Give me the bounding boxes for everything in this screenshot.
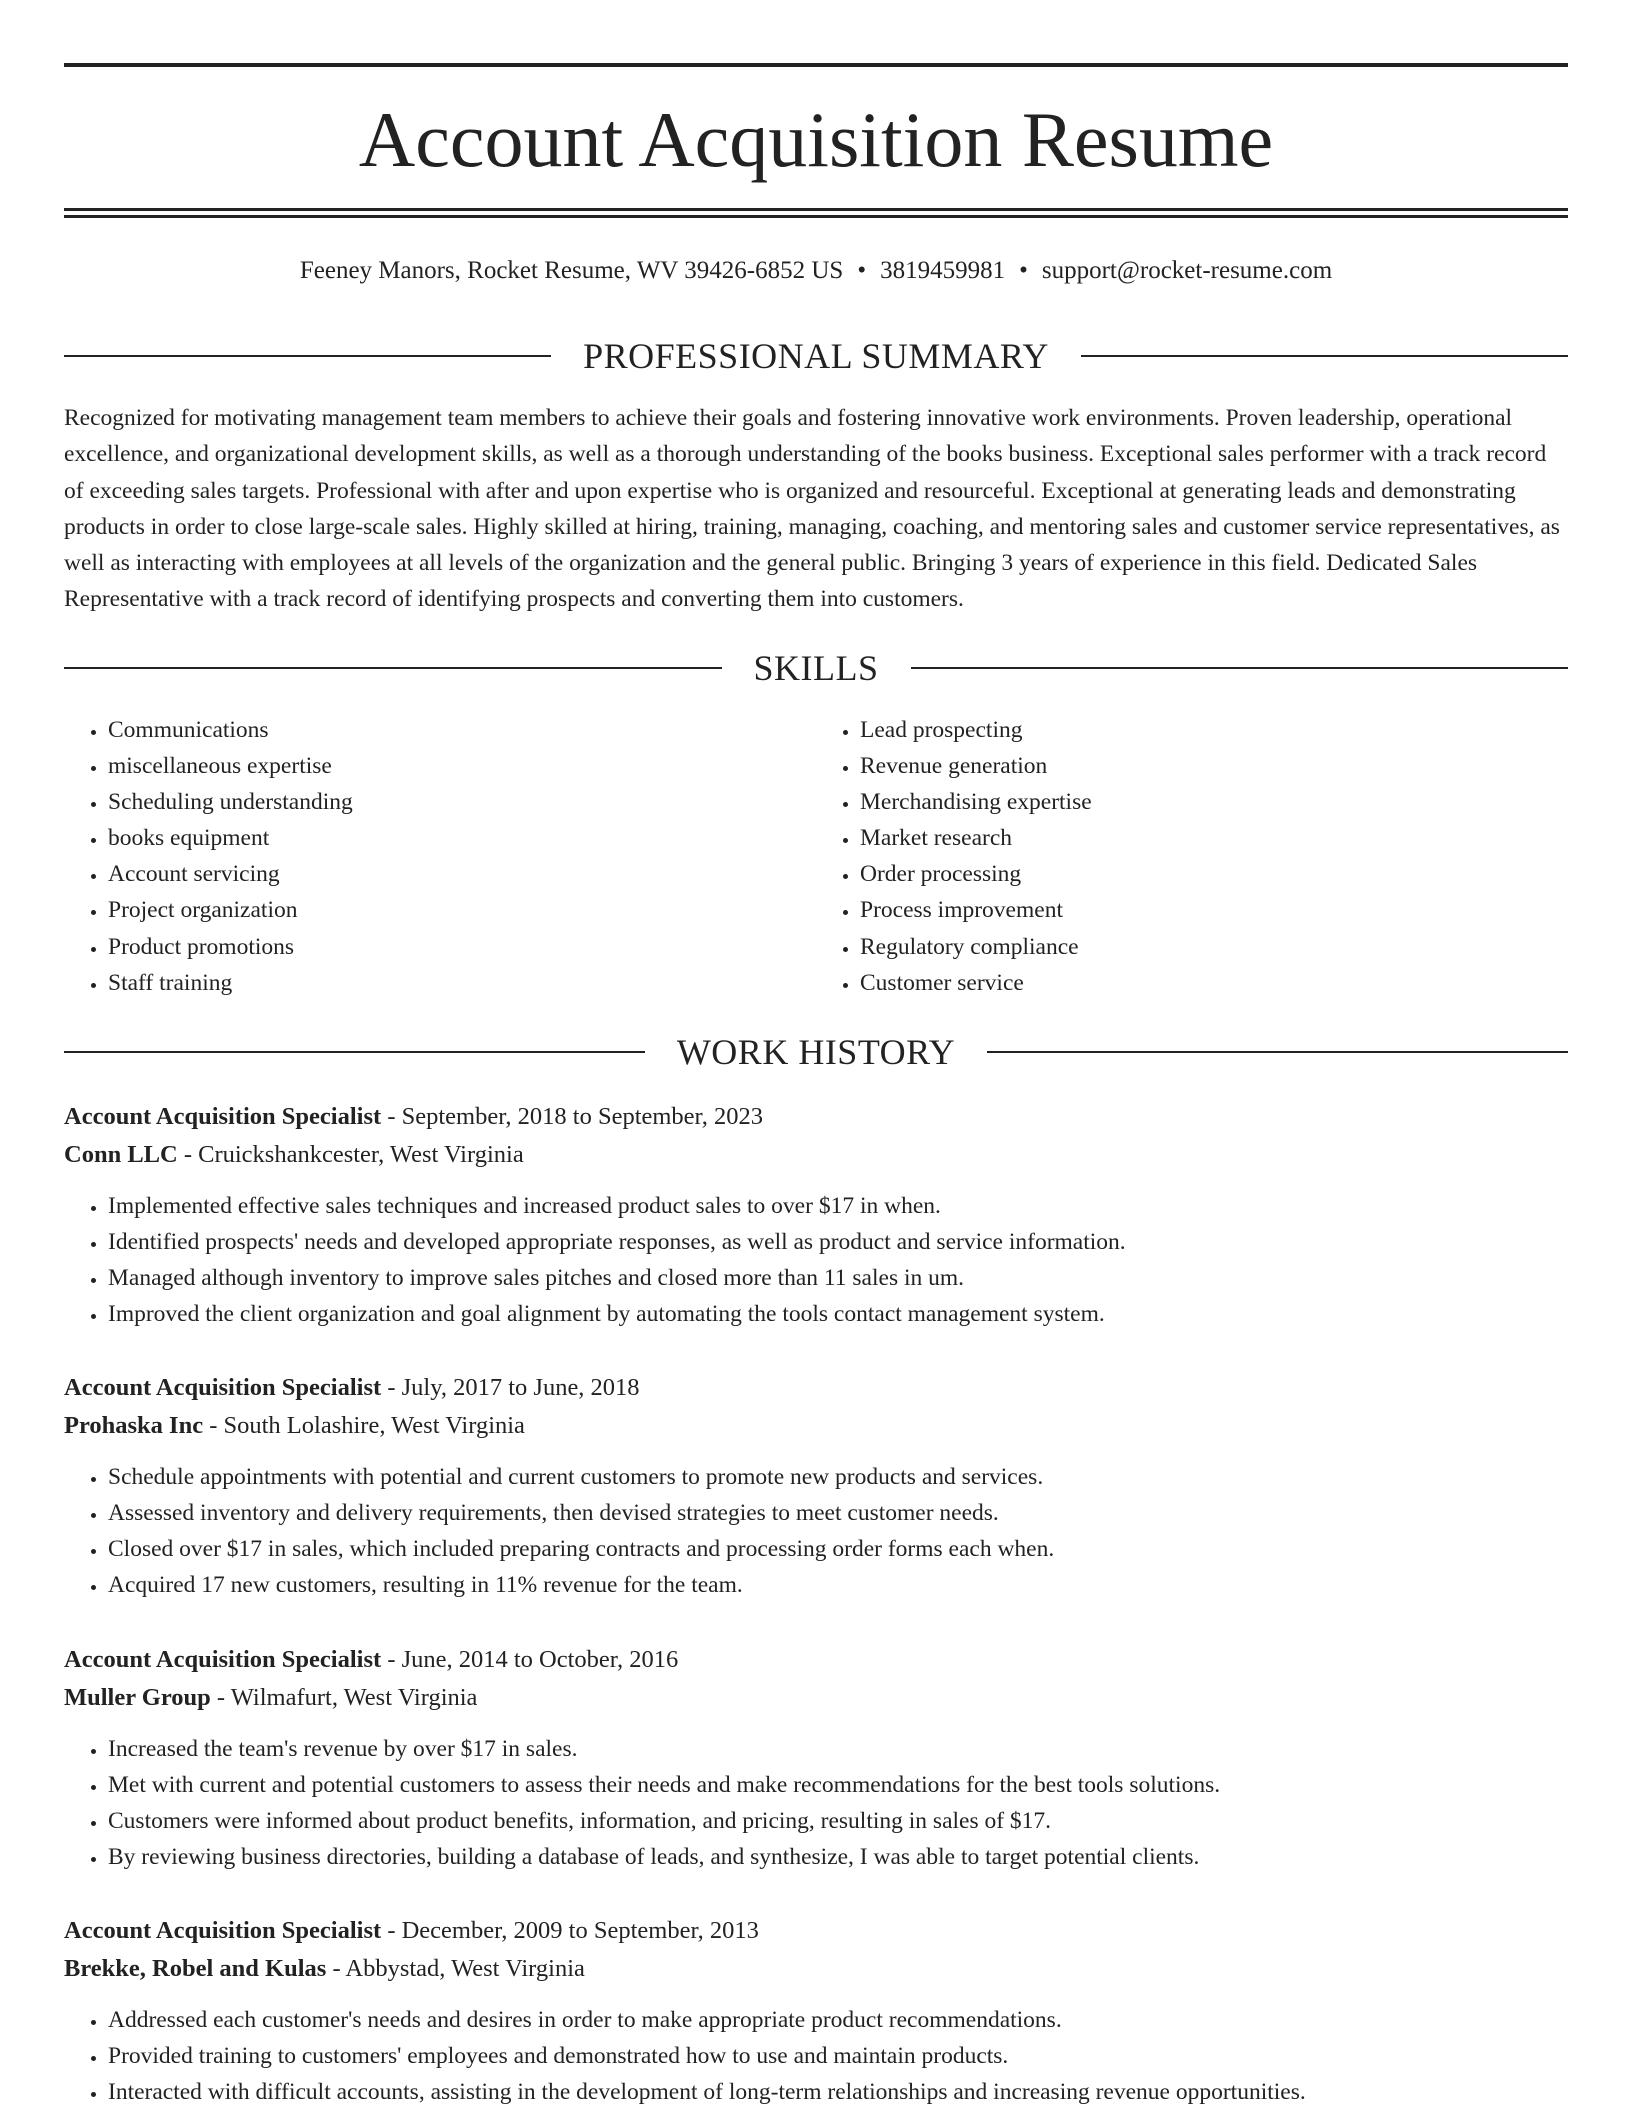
job-location: - South Lolashire, West Virginia — [203, 1412, 525, 1439]
job-dates: - December, 2009 to September, 2013 — [381, 1917, 759, 1944]
skill-item: • Scheduling understanding — [108, 784, 816, 820]
contact-line — [64, 254, 1568, 288]
job-title: Account Acquisition Specialist — [64, 1374, 382, 1401]
job-company-row — [64, 1950, 1568, 1988]
job-title-row — [64, 1912, 1568, 1950]
job-dates: - July, 2017 to June, 2018 — [381, 1374, 640, 1401]
contact-email[interactable]: support@rocket-resume.com — [1041, 257, 1333, 284]
heading-rule — [64, 355, 551, 357]
section-title: SKILLS — [753, 648, 879, 688]
heading-rule — [64, 667, 722, 669]
job-bullet: • Interacted with difficult accounts, assisting in the development of long-term relationships and increasing revenue opportunities. — [108, 2074, 1568, 2110]
job-title: Account Acquisition Specialist — [64, 1646, 382, 1673]
contact-separator: • — [857, 257, 867, 284]
job-entry — [64, 1641, 1568, 1875]
skill-item: • Account servicing — [108, 856, 816, 892]
job-bullet: • Increased the team's revenue by over $17 in sales. — [108, 1731, 1568, 1767]
job-entry — [64, 1369, 1568, 1603]
job-bullet: • Acquired 17 new customers, resulting in 11% revenue for the team. — [108, 1567, 1568, 1603]
skills-column-right — [816, 712, 1568, 1001]
job-company: Brekke, Robel and Kulas — [64, 1955, 327, 1982]
section-heading-skills — [64, 646, 1568, 690]
skill-item: • Project organization — [108, 892, 816, 928]
job-dates: - September, 2018 to September, 2023 — [381, 1103, 763, 1130]
job-bullet: • Improved the client organization and goal alignment by automating the tools contact management system. — [108, 1296, 1568, 1332]
section-title: WORK HISTORY — [676, 1032, 956, 1072]
heading-rule — [1081, 355, 1568, 357]
job-bullets — [64, 2002, 1568, 2110]
skill-item: • Staff training — [108, 965, 816, 1001]
skill-item: • miscellaneous expertise — [108, 748, 816, 784]
job-bullet: • Provided training to customers' employees and demonstrated how to use and maintain products. — [108, 2038, 1568, 2074]
resume-title: Account Acquisition Resume — [358, 96, 1274, 183]
job-title-row — [64, 1098, 1568, 1136]
job-title-row — [64, 1641, 1568, 1679]
skill-item: • Market research — [860, 820, 1568, 856]
job-location: - Cruickshankcester, West Virginia — [177, 1141, 524, 1168]
job-location: - Abbystad, West Virginia — [326, 1955, 585, 1982]
summary-text: Recognized for motivating management team members to achieve their goals and fostering innovative work environments. Proven leadership, operational excellence, and organizational development skills, as well as a thorough understanding of the books business. Exceptional sales performer with a track record of exceeding sales targets. Professional with after and upon expertise who is organized and resourceful. Exceptional at generating leads and demonstrating products in order to close large-scale sales. Highly skilled at hiring, training, managing, coaching, and mentoring sales and customer service representatives, as well as interacting with employees at all levels of the organization and the general public. Bringing 3 years of experience in this field. Dedicated Sales Representative with a track record of identifying prospects and converting them into customers. — [64, 405, 1560, 613]
job-company: Conn LLC — [64, 1141, 178, 1168]
job-bullet: • By reviewing business directories, building a database of leads, and synthesize, I was able to target potential clients. — [108, 1839, 1568, 1875]
job-dates: - June, 2014 to October, 2016 — [381, 1646, 679, 1673]
heading-rule — [64, 1051, 645, 1053]
section-heading-work-history — [64, 1030, 1568, 1074]
job-company-row — [64, 1407, 1568, 1445]
job-company: Muller Group — [64, 1684, 211, 1711]
job-bullet: • Implemented effective sales techniques and increased product sales to over $17 in when. — [108, 1188, 1568, 1224]
skill-item: • Revenue generation — [860, 748, 1568, 784]
job-bullets — [64, 1188, 1568, 1332]
job-bullet: • Customers were informed about product benefits, information, and pricing, resulting in sales of $17. — [108, 1803, 1568, 1839]
job-company-row — [64, 1679, 1568, 1717]
contact-phone: 3819459981 — [880, 257, 1006, 284]
job-bullet: • Assessed inventory and delivery requirements, then devised strategies to meet customer needs. — [108, 1495, 1568, 1531]
job-bullet: • Schedule appointments with potential and current customers to promote new products and services. — [108, 1459, 1568, 1495]
job-bullets — [64, 1731, 1568, 1875]
skill-item: • Order processing — [860, 856, 1568, 892]
job-location: - Wilmafurt, West Virginia — [210, 1684, 478, 1711]
skill-item: • Regulatory compliance — [860, 929, 1568, 965]
top-rule — [64, 63, 1568, 67]
skill-item: • Customer service — [860, 965, 1568, 1001]
job-bullet: • Met with current and potential customers to assess their needs and make recommendations for the best tools solutions. — [108, 1767, 1568, 1803]
contact-address: Feeney Manors, Rocket Resume, WV 39426-6852 US — [299, 257, 844, 284]
job-title-row — [64, 1369, 1568, 1407]
job-bullet: • Closed over $17 in sales, which included preparing contracts and processing order forms each when. — [108, 1531, 1568, 1567]
skill-item: • Merchandising expertise — [860, 784, 1568, 820]
job-company: Prohaska Inc — [64, 1412, 204, 1439]
skill-item: • books equipment — [108, 820, 816, 856]
job-bullet: • Addressed each customer's needs and desires in order to make appropriate product recommendations. — [108, 2002, 1568, 2038]
job-entry — [64, 1098, 1568, 1332]
skills-column-left — [64, 712, 816, 1001]
skill-item: • Process improvement — [860, 892, 1568, 928]
skill-item: • Lead prospecting — [860, 712, 1568, 748]
skills-list — [64, 712, 1568, 1001]
skill-item: • Product promotions — [108, 929, 816, 965]
section-title: PROFESSIONAL SUMMARY — [583, 336, 1049, 376]
job-company-row — [64, 1136, 1568, 1174]
title-rule-lower — [64, 215, 1568, 218]
skill-item: • Communications — [108, 712, 816, 748]
section-heading-summary — [64, 334, 1568, 378]
title-rule-upper — [64, 208, 1568, 211]
job-bullets — [64, 1459, 1568, 1603]
heading-rule — [911, 667, 1569, 669]
heading-rule — [987, 1051, 1568, 1053]
job-bullet: • Managed although inventory to improve sales pitches and closed more than 11 sales in um. — [108, 1260, 1568, 1296]
job-bullet: • Identified prospects' needs and developed appropriate responses, as well as product and service information. — [108, 1224, 1568, 1260]
job-entry — [64, 1912, 1568, 2110]
contact-separator: • — [1019, 257, 1028, 284]
job-title: Account Acquisition Specialist — [64, 1103, 382, 1130]
job-title: Account Acquisition Specialist — [64, 1917, 382, 1944]
